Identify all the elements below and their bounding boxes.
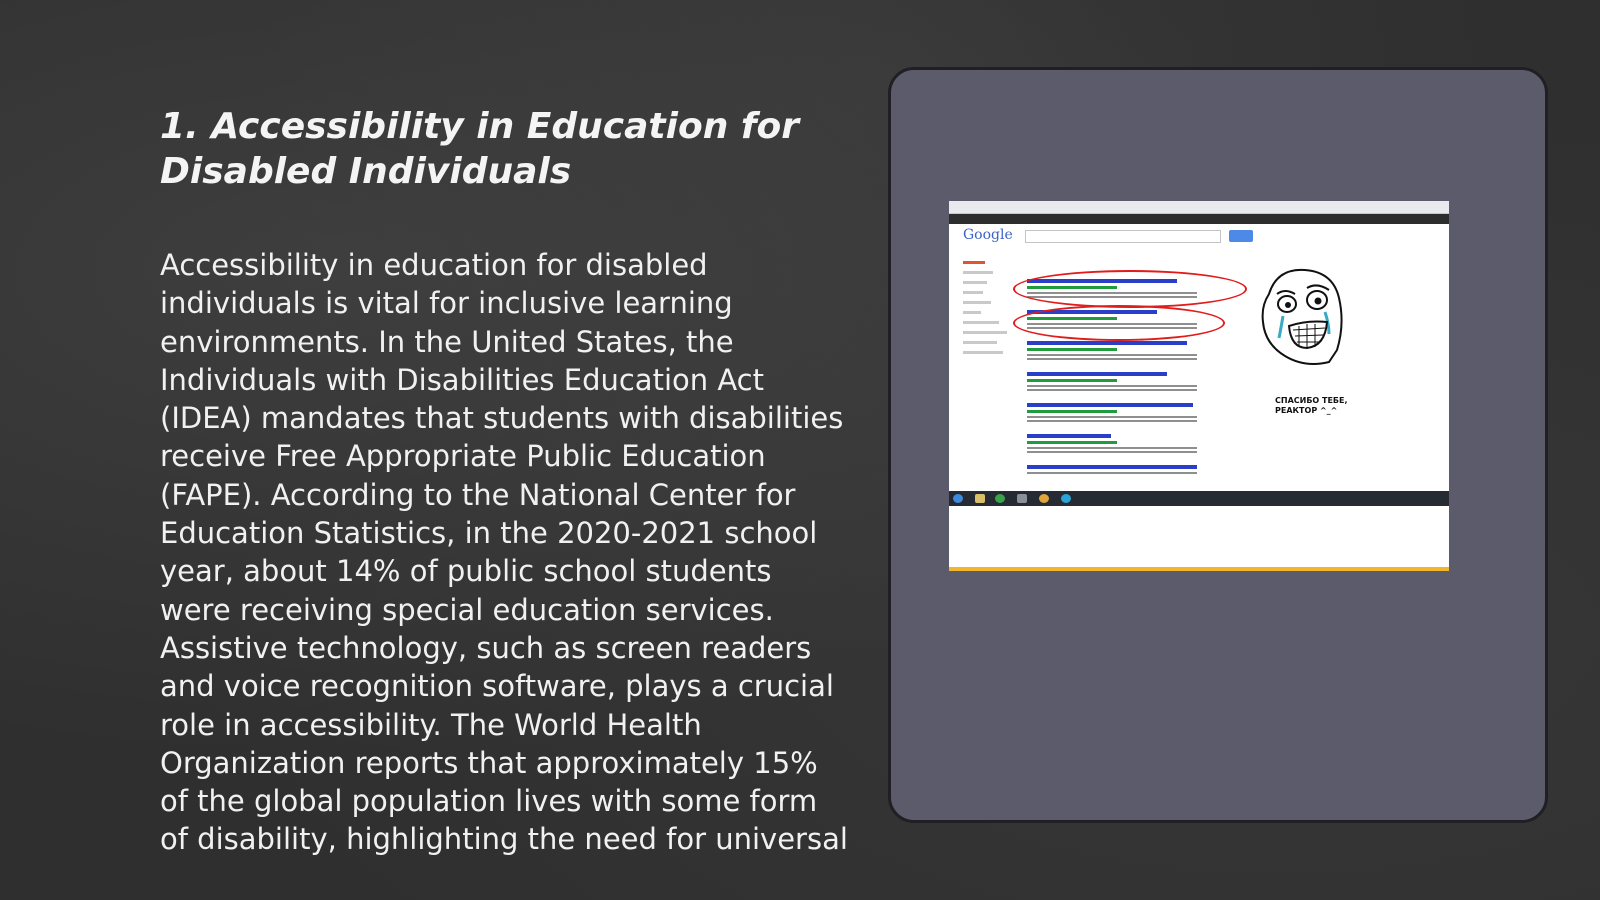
nav-line [963,321,999,324]
browser-icon [1039,494,1049,503]
nav-line [963,331,1007,334]
result-snippet [1027,385,1197,387]
start-icon [953,494,963,503]
red-circle-annotation [1013,270,1247,308]
result-snippet [1027,447,1197,449]
slide-title: 1. Accessibility in Education for Disabled Individuals [160,106,800,192]
search-result [1027,372,1207,391]
result-snippet [1027,416,1197,418]
nav-line [963,311,981,314]
browser-toolbar [949,201,1449,214]
result-title [1027,372,1167,376]
browser-topbar [949,214,1449,224]
image-caption [1275,396,1348,416]
search-result [1027,434,1207,453]
result-snippet [1027,354,1197,356]
result-title [1027,341,1187,345]
result-title [1027,403,1193,407]
result-url [1027,348,1117,351]
nav-line [963,271,993,274]
slide-body-text: Accessibility in education for disabled individuals is vital for inclusive learning environments. In the United States, the Individuals with Disabilities Education Act (IDEA) mandates that students with disabilities receive Free Appropriate Public Education (FAPE). According to the National Center for Education Statistics, in the 2020-2021 school year, about 14% of public school students were receiving special education services. Assistive technology, such as screen readers and voice recognition software, plays a crucial role in accessibility. The World Health Organization reports that approximately 15% of the global population lives with some form of disability, highlighting the need for universal [160,248,848,857]
result-url [1027,441,1117,444]
windows-taskbar [949,491,1449,506]
red-circle-annotation [1013,305,1225,341]
rage-face-icon [1255,264,1347,368]
result-snippet [1027,472,1197,474]
result-url [1027,410,1117,413]
nav-line [963,301,991,304]
google-logo: Google [963,227,1013,243]
nav-line [963,341,997,344]
result-title [1027,465,1197,469]
caption-line: СПАСИБО ТЕБЕ, [1275,396,1348,405]
nav-line [963,291,983,294]
search-result [1027,465,1207,474]
result-snippet [1027,420,1197,422]
search-button [1229,230,1253,242]
result-snippet [1027,451,1197,453]
app-icon [995,494,1005,503]
result-title [1027,434,1111,438]
caption-line: РЕАКТОР ^_^ [1275,406,1338,415]
embedded-screenshot [949,201,1449,571]
search-result [1027,341,1207,360]
search-result [1027,403,1207,422]
result-snippet [1027,358,1197,360]
left-nav [963,261,1019,361]
app-icon [1017,494,1027,503]
result-url [1027,379,1117,382]
skype-icon [1061,494,1071,503]
nav-line [963,281,987,284]
folder-icon [975,494,985,503]
image-frame [888,67,1548,823]
result-snippet [1027,389,1197,391]
bottom-bar [949,567,1449,571]
nav-line [963,261,985,264]
nav-line [963,351,1003,354]
search-box [1025,230,1221,243]
